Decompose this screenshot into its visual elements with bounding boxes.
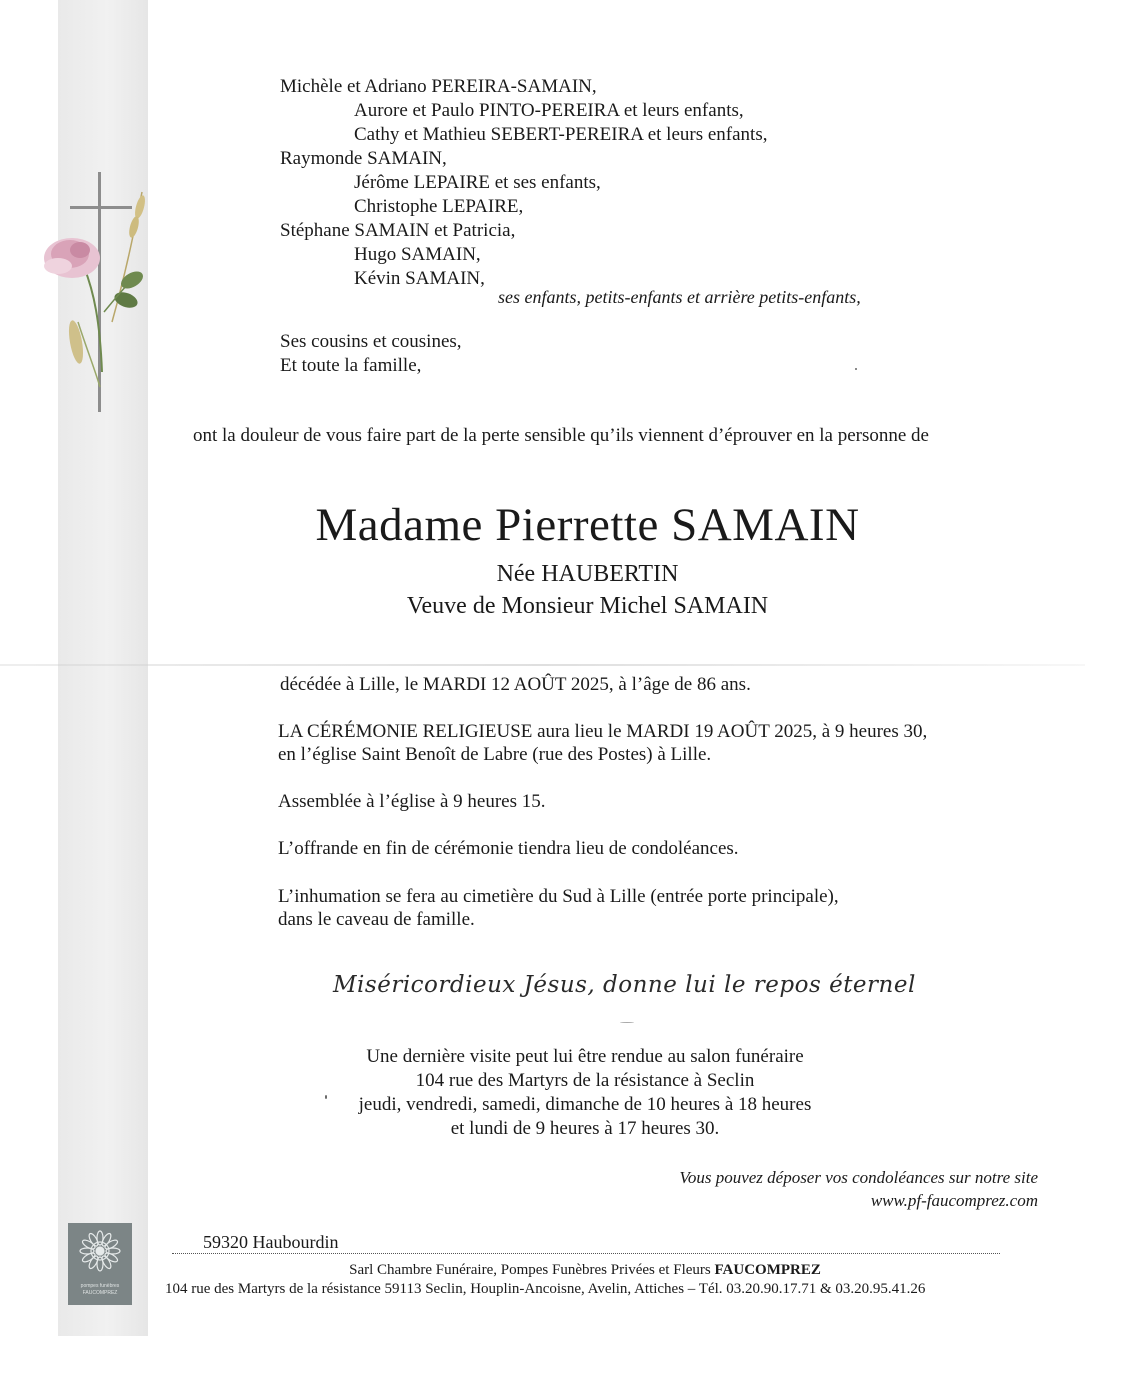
company-line bbox=[0, 1262, 1136, 1279]
visit-hours: jeudi, vendredi, samedi, dimanche de 10 heures à 18 heures bbox=[358, 1094, 812, 1115]
ceremony-line: LA CÉRÉMONIE RELIGIEUSE aura lieu le MARDI 19 AOÛT 2025, à 9 heures 30, bbox=[278, 721, 928, 742]
leaf-icon bbox=[104, 268, 146, 312]
visit-hours-monday: et lundi de 9 heures à 17 heures 30. bbox=[450, 1118, 720, 1139]
offering-info: L’offrande en fin de cérémonie tiendra lieu de condoléances. bbox=[278, 838, 739, 859]
scan-speck bbox=[620, 1022, 634, 1023]
burial-line: L’inhumation se fera au cimetière du Sud à Lille (entrée porte principale), bbox=[278, 886, 839, 907]
family-line: Cathy et Mathieu SEBERT-PEREIRA et leurs enfants, bbox=[354, 124, 768, 145]
cross-icon bbox=[70, 172, 132, 412]
prayer-script: Miséricordieux Jésus, donne lui le repos éternel bbox=[333, 972, 916, 998]
cross-rose-illustration bbox=[34, 172, 164, 422]
paper-fold-line bbox=[0, 664, 1085, 666]
cousins-line: Ses cousins et cousines, bbox=[280, 331, 462, 352]
scan-speck bbox=[855, 368, 857, 370]
family-line: Michèle et Adriano PEREIRA-SAMAIN, bbox=[280, 76, 597, 97]
family-line: Hugo SAMAIN, bbox=[354, 244, 481, 265]
extended-family bbox=[280, 330, 462, 378]
visit-address: 104 rue des Martyrs de la résistance à Seclin bbox=[415, 1070, 755, 1091]
family-line: Stéphane SAMAIN et Patricia, bbox=[280, 220, 516, 241]
death-notice: décédée à Lille, le MARDI 12 AOÛT 2025, à l’âge de 86 ans. bbox=[280, 674, 751, 695]
condolences-text: Vous pouvez déposer vos condoléances sur notre site bbox=[679, 1168, 1038, 1187]
footer-divider bbox=[172, 1253, 1000, 1254]
maiden-name: Née HAUBERTIN bbox=[496, 561, 679, 587]
family-line: Kévin SAMAIN, bbox=[354, 268, 485, 289]
logo-caption bbox=[68, 1283, 132, 1297]
company-description: Sarl Chambre Funéraire, Pompes Funèbres Privées et Fleurs bbox=[349, 1262, 715, 1278]
scan-speck bbox=[325, 1095, 327, 1099]
burial-info bbox=[278, 885, 839, 931]
whole-family-line: Et toute la famille, bbox=[280, 355, 422, 376]
website-link[interactable]: www.pf-faucomprez.com bbox=[870, 1191, 1038, 1210]
family-line: Aurore et Paulo PINTO-PEREIRA et leurs enfants, bbox=[354, 100, 744, 121]
family-line: Raymonde SAMAIN, bbox=[280, 148, 447, 169]
ceremony-location: en l’église Saint Benoît de Labre (rue des Postes) à Lille. bbox=[278, 744, 712, 765]
wheat-icon bbox=[66, 192, 147, 387]
deceased-name: Madame Pierrette SAMAIN bbox=[315, 499, 860, 551]
assembly-info: Assemblée à l’église à 9 heures 15. bbox=[278, 791, 546, 812]
family-list bbox=[280, 75, 767, 291]
burial-vault: dans le caveau de famille. bbox=[278, 909, 475, 930]
family-line: Jérôme LEPAIRE et ses enfants, bbox=[354, 172, 601, 193]
announcement-text: ont la douleur de vous faire part de la perte sensible qu’ils viennent d’éprouver en la personne de bbox=[193, 425, 929, 446]
logo-text: pompes funèbres bbox=[80, 1283, 120, 1289]
family-relation: ses enfants, petits-enfants et arrière petits-enfants, bbox=[498, 287, 861, 307]
city-location: 59320 Haubourdin bbox=[203, 1232, 339, 1252]
condolences-note bbox=[679, 1166, 1038, 1212]
ceremony-info bbox=[278, 720, 927, 766]
widow-of: Veuve de Monsieur Michel SAMAIN bbox=[406, 593, 769, 619]
visit-line: Une dernière visite peut lui être rendue au salon funéraire bbox=[366, 1046, 804, 1067]
company-address: 104 rue des Martyrs de la résistance 59113 Seclin, Houplin-Ancoisne, Avelin, Attiches – Tél. 03.20.90.17.71 & 03.20.95.41.26 bbox=[165, 1281, 926, 1297]
company-name: FAUCOMPREZ bbox=[714, 1262, 821, 1278]
visit-info bbox=[0, 1045, 1136, 1141]
family-line: Christophe LEPAIRE, bbox=[354, 196, 524, 217]
logo-brand: FAUCOMPREZ bbox=[82, 1290, 118, 1296]
